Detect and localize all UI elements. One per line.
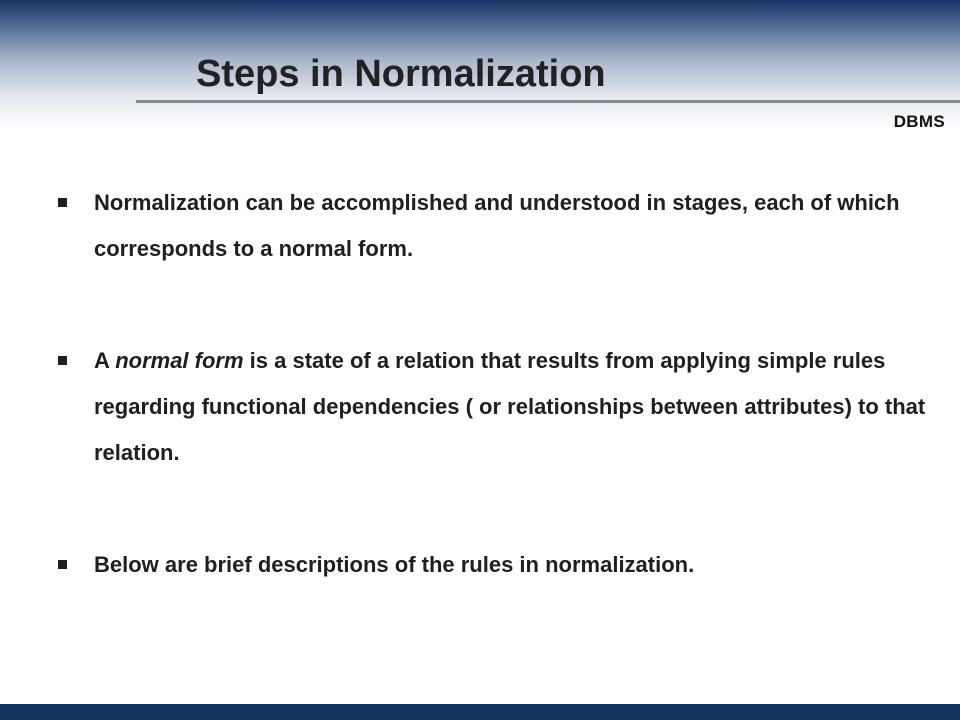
bullet-text: Normalization can be accomplished and understood in stages, each of which corresponds to a normal form.	[94, 190, 900, 261]
bullet-text-suffix: is a state of a relation that results from applying simple rules regarding functional dependencies ( or relationships between attributes) to that relation.	[94, 348, 926, 465]
bullet-text: Below are brief descriptions of the rules in normalization.	[94, 552, 695, 577]
bullet-item	[58, 542, 938, 588]
bullet-list	[58, 180, 938, 588]
square-bullet-icon	[58, 356, 67, 365]
title-underline-rule	[136, 100, 960, 103]
bullet-text-emphasis: normal form	[115, 348, 244, 373]
square-bullet-icon	[58, 198, 67, 207]
bullet-text-prefix: A	[94, 348, 116, 373]
bullet-item	[58, 338, 938, 476]
bullet-text	[94, 348, 925, 465]
corner-label: DBMS	[893, 112, 945, 131]
bullet-item	[58, 180, 938, 272]
square-bullet-icon	[58, 560, 67, 569]
slide-title: Steps in Normalization	[196, 53, 606, 95]
footer-band	[0, 704, 960, 720]
